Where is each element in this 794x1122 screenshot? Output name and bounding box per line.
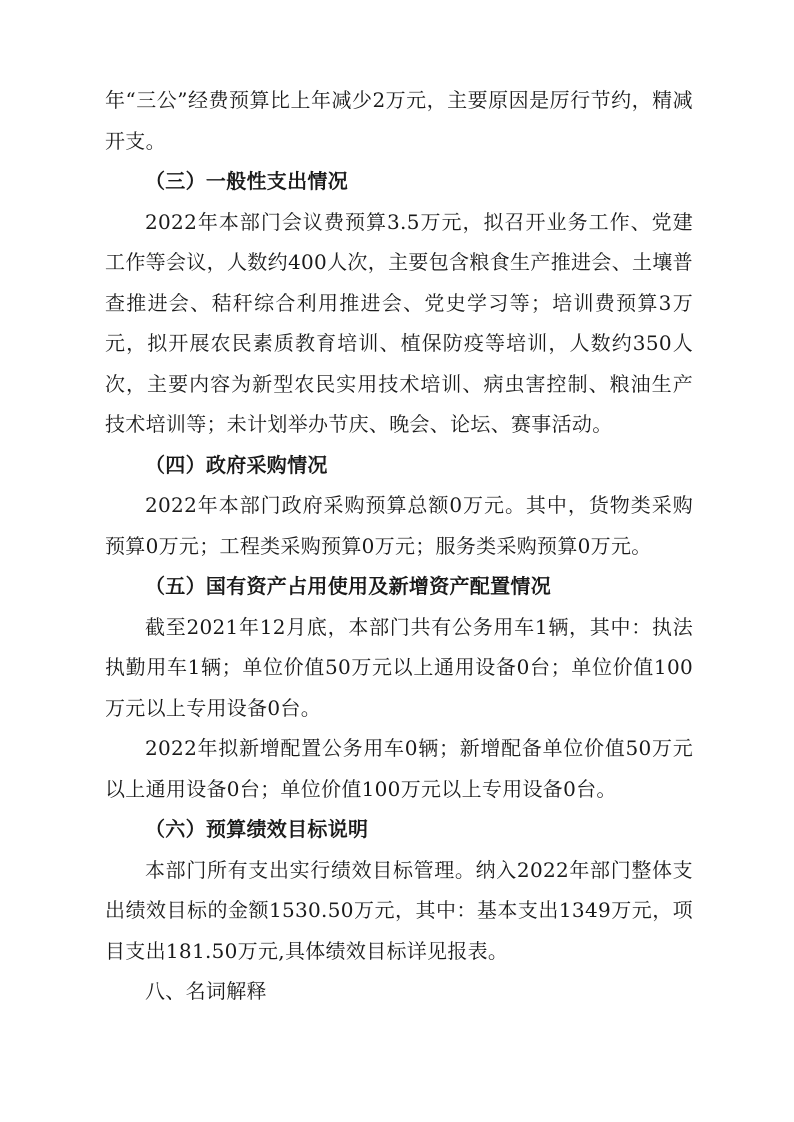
heading-performance-goals: （六）预算绩效目标说明 (145, 817, 369, 841)
paragraph-state-assets-existing: 截至2021年12月底，本部门共有公务用车1辆，其中：执法执勤用车1辆；单位价值50万元以上通用设备0台；单位价值100万元以上专用设备0台。 (105, 614, 693, 720)
paragraph-general-expenditure: 2022年本部门会议费预算3.5万元，拟召开业务工作、党建工作等会议，人数约400人次，主要包含粮食生产推进会、土壤普查推进会、秸秆综合利用推进会、党史学习等；培训费预算3万元，拟开展农民素质教育培训、植保防疫等培训，人数约350人次，主要内容为新型农民实用技术培训、病虫害控制、粮油生产技术培训等；未计划举办节庆、晚会、论坛、赛事活动。 (105, 209, 693, 436)
paragraph-performance-goals: 本部门所有支出实行绩效目标管理。纳入2022年部门整体支出绩效目标的金额1530.50万元，其中：基本支出1349万元，项目支出181.50万元,具体绩效目标详见报表。 (105, 857, 693, 963)
document-body (105, 80, 693, 1012)
heading-government-procurement: （四）政府采购情况 (145, 452, 328, 477)
paragraph-sangong-continued: 年“三公”经费预算比上年减少2万元，主要原因是厉行节约，精减开支。 (105, 88, 693, 153)
paragraph-government-procurement: 2022年本部门政府采购预算总额0万元。其中，货物类采购预算0万元；工程类采购预算0万元；服务类采购预算0万元。 (105, 493, 693, 558)
heading-state-assets: （五）国有资产占用使用及新增资产配置情况 (145, 574, 551, 598)
section-title-glossary: 八、名词解释 (145, 979, 267, 1003)
heading-general-expenditure: （三）一般性支出情况 (145, 169, 348, 193)
paragraph-state-assets-new: 2022年拟新增配置公务用车0辆；新增配备单位价值50万元以上通用设备0台；单位价值100万元以上专用设备0台。 (105, 736, 693, 801)
